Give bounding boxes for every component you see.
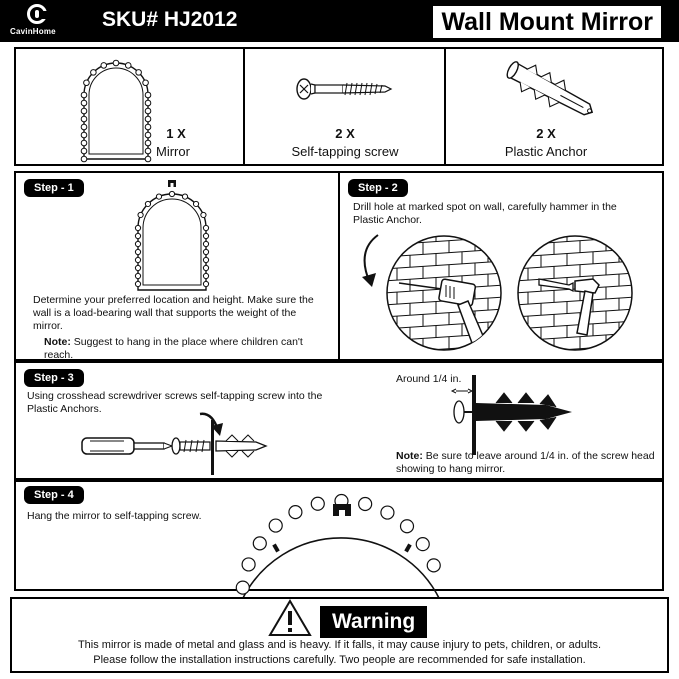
parts-box [14,47,664,166]
step-3-label: Step - 3 [24,369,84,387]
part-anchor [444,49,662,164]
step-1-box [14,171,340,361]
anchor-detail-icon [436,367,576,457]
part-screw-name: Self-tapping screw [291,144,399,159]
screwdriver-icon [80,408,290,478]
step-4-label: Step - 4 [24,486,84,504]
step-3-note [396,450,656,476]
step-1-text: Determine your preferred location and height. Make sure the wall is a load-bearing wall that supports the weight of the mirror. [33,294,314,332]
warning-icon [268,599,312,637]
page-title: Wall Mount Mirror [433,6,661,38]
step-3-around-label: Around 1/4 in. [396,373,462,385]
part-screw [243,49,444,164]
part-anchor-name: Plastic Anchor [504,144,588,159]
step-3-text: Using crosshead screwdriver screws self-tapping screw into the Plastic Anchors. [27,390,323,415]
step-2-text: Drill hole at marked spot on wall, carefully hammer in the Plastic Anchor. [353,201,617,226]
sku-label: SKU# HJ2012 [102,8,238,31]
mirror-icon [122,176,222,296]
drill-icon [384,233,504,353]
mirror-icon [76,53,156,168]
step-2-label: Step - 2 [348,179,408,197]
cavinhome-logo-icon [27,4,47,24]
step-3-note-text: Be sure to leave around 1/4 in. of the screw head showing to hang mirror. [396,450,655,475]
step-4-text: Hang the mirror to self-tapping screw. [27,510,202,522]
step-1-note [44,336,324,362]
anchor-icon [501,63,611,133]
warning-title: Warning [320,606,427,638]
logo-text: CavinHome [10,27,56,36]
step-1-note-label: Note: [44,336,71,348]
step-3-note-label: Note: [396,450,423,462]
step-1-note-text: Suggest to hang in the place where children can't reach. [44,336,303,361]
mirror-hanging-icon [226,490,466,590]
part-anchor-qty: 2 X [536,126,556,141]
screw-icon [295,75,405,105]
part-mirror [16,49,243,164]
step-3-box [14,361,664,480]
warning-line-1: This mirror is made of metal and glass and is heavy. If it falls, it may cause injury to pets, children, or adults. [77,639,602,651]
part-screw-qty: 2 X [335,126,355,141]
step-4-box [14,480,664,591]
step-2-box [338,171,664,361]
part-mirror-name: Mirror [156,144,190,159]
step-1-label: Step - 1 [24,179,84,197]
page-header [0,0,679,42]
hammer-icon [515,233,635,353]
part-mirror-qty: 1 X [166,126,186,141]
warning-line-2: Please follow the installation instructions carefully. Two people are recommended for safe installation. [93,654,586,666]
